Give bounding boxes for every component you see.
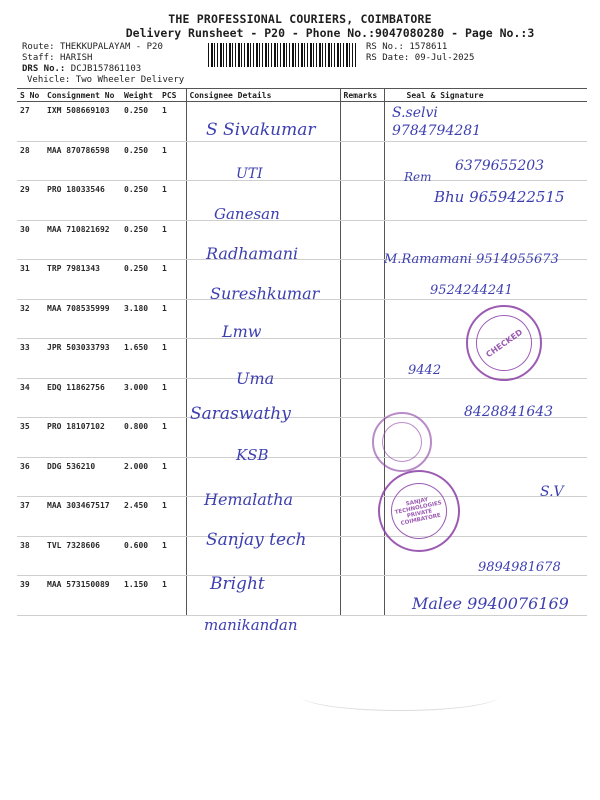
paper-fold-mark bbox=[300, 680, 500, 711]
col-weight: Weight bbox=[121, 89, 159, 102]
cell-pcs: 1 bbox=[159, 497, 186, 537]
handwritten-signature: 6379655203 bbox=[455, 158, 545, 174]
col-consignment: Consignment No bbox=[44, 89, 121, 102]
cell-remarks bbox=[340, 141, 384, 181]
drs-value: DCJB157861103 bbox=[70, 64, 142, 74]
table-row bbox=[17, 457, 587, 497]
handwritten-signature: 9442 bbox=[408, 363, 442, 378]
handwritten-consignee: Radhamani bbox=[206, 244, 299, 263]
handwritten-consignee: Ganesan bbox=[214, 205, 280, 223]
handwritten-consignee: Sanjay tech bbox=[206, 530, 307, 550]
cell-remarks bbox=[340, 576, 384, 616]
rs-date-value: 09-Jul-2025 bbox=[414, 53, 475, 63]
table-header-row bbox=[17, 89, 587, 102]
handwritten-consignee: manikandan bbox=[204, 616, 298, 634]
cell-weight: 2.450 bbox=[121, 497, 159, 537]
handwritten-signature: S.selvi 9784794281 bbox=[392, 105, 482, 139]
cell-pcs: 1 bbox=[159, 260, 186, 300]
cell-pcs: 1 bbox=[159, 102, 186, 142]
cell-consignee bbox=[186, 141, 340, 181]
cell-weight: 0.600 bbox=[121, 536, 159, 576]
cell-weight: 0.250 bbox=[121, 102, 159, 142]
col-consignee: Consignee Details bbox=[186, 89, 340, 102]
rs-no-label: RS No.: bbox=[366, 42, 404, 52]
handwritten-signature: 8428841643 bbox=[464, 404, 554, 420]
cell-sno: 28 bbox=[17, 141, 44, 181]
cell-remarks bbox=[340, 220, 384, 260]
table-row bbox=[17, 418, 587, 458]
rs-no-value: 1578611 bbox=[409, 42, 448, 52]
handwritten-consignee: S Sivakumar bbox=[206, 120, 316, 140]
vehicle-value: Two Wheeler Delivery bbox=[75, 75, 185, 85]
cell-pcs: 1 bbox=[159, 418, 186, 458]
route-value: THEKKUPALAYAM - P20 bbox=[59, 42, 163, 52]
cell-sno: 36 bbox=[17, 457, 44, 497]
cell-sno: 38 bbox=[17, 536, 44, 576]
cell-weight: 0.800 bbox=[121, 418, 159, 458]
handwritten-consignee: Saraswathy bbox=[190, 404, 291, 424]
company-title: THE PROFESSIONAL COURIERS, COIMBATORE bbox=[168, 12, 432, 26]
cell-remarks bbox=[340, 260, 384, 300]
cell-weight: 1.650 bbox=[121, 339, 159, 379]
cell-remarks bbox=[340, 378, 384, 418]
handwritten-signature: Bhu 9659422515 bbox=[434, 188, 565, 206]
cell-pcs: 1 bbox=[159, 378, 186, 418]
checked-stamp-text: CHECKED bbox=[484, 327, 524, 359]
handwritten-signature: 9894981678 bbox=[478, 560, 561, 575]
cell-sno: 37 bbox=[17, 497, 44, 537]
cell-sno: 30 bbox=[17, 220, 44, 260]
cell-consignment: MAA 303467517 bbox=[44, 497, 121, 537]
cell-remarks bbox=[340, 181, 384, 221]
cell-consignment: MAA 708535999 bbox=[44, 299, 121, 339]
handwritten-consignee: Lmw bbox=[222, 322, 262, 341]
cell-weight: 1.150 bbox=[121, 576, 159, 616]
handwritten-consignee: KSB bbox=[236, 446, 269, 464]
lmw-checked-stamp bbox=[466, 305, 542, 381]
cell-consignment: PRO 18033546 bbox=[44, 181, 121, 221]
cell-pcs: 1 bbox=[159, 141, 186, 181]
cell-sno: 32 bbox=[17, 299, 44, 339]
cell-pcs: 1 bbox=[159, 339, 186, 379]
handwritten-signature: 9524244241 bbox=[430, 283, 513, 298]
signature-scribble: Rem bbox=[404, 170, 432, 184]
cell-consignment: MAA 710821692 bbox=[44, 220, 121, 260]
cell-remarks bbox=[340, 339, 384, 379]
sanjay-stamp-text: SANJAY TECHNOLOGIES PRIVATE COIMBATORE bbox=[394, 496, 443, 527]
col-seal: Seal & Signature bbox=[384, 89, 587, 102]
route-label: Route: bbox=[22, 42, 55, 52]
rs-date-line bbox=[366, 52, 474, 64]
cell-consignment: PRO 18107102 bbox=[44, 418, 121, 458]
cell-consignment: TVL 7328606 bbox=[44, 536, 121, 576]
cell-consignment: MAA 870786598 bbox=[44, 141, 121, 181]
cell-pcs: 1 bbox=[159, 536, 186, 576]
round-seal bbox=[372, 412, 432, 472]
handwritten-consignee: UTI bbox=[236, 166, 263, 182]
handwritten-consignee: Sureshkumar bbox=[210, 284, 320, 303]
staff-label: Staff: bbox=[22, 53, 55, 63]
cell-consignee bbox=[186, 299, 340, 339]
cell-sno: 39 bbox=[17, 576, 44, 616]
cell-remarks bbox=[340, 457, 384, 497]
handwritten-consignee: Bright bbox=[210, 574, 265, 594]
handwritten-signature: S.V bbox=[540, 484, 564, 500]
cell-pcs: 1 bbox=[159, 457, 186, 497]
vehicle-line bbox=[27, 74, 184, 86]
cell-pcs: 1 bbox=[159, 576, 186, 616]
cell-sno: 27 bbox=[17, 102, 44, 142]
cell-sno: 33 bbox=[17, 339, 44, 379]
barcode bbox=[208, 43, 356, 67]
handwritten-consignee: Uma bbox=[236, 369, 275, 388]
cell-pcs: 1 bbox=[159, 220, 186, 260]
runsheet-subtitle: Delivery Runsheet - P20 - Phone No.:9047080280 - Page No.:3 bbox=[125, 26, 535, 40]
rs-date-label: RS Date: bbox=[366, 53, 410, 63]
cell-weight: 3.000 bbox=[121, 378, 159, 418]
col-pcs: PCS bbox=[159, 89, 186, 102]
cell-remarks bbox=[340, 536, 384, 576]
handwritten-consignee: Hemalatha bbox=[204, 490, 294, 509]
cell-weight: 3.180 bbox=[121, 299, 159, 339]
cell-pcs: 1 bbox=[159, 181, 186, 221]
cell-weight: 0.250 bbox=[121, 181, 159, 221]
vehicle-label: Vehicle: bbox=[27, 75, 71, 85]
cell-consignment: DDG 536210 bbox=[44, 457, 121, 497]
cell-sno: 34 bbox=[17, 378, 44, 418]
staff-value: HARISH bbox=[59, 53, 93, 63]
cell-consignment: IXM 508669103 bbox=[44, 102, 121, 142]
cell-weight: 2.000 bbox=[121, 457, 159, 497]
cell-pcs: 1 bbox=[159, 299, 186, 339]
cell-weight: 0.250 bbox=[121, 260, 159, 300]
cell-sno: 29 bbox=[17, 181, 44, 221]
cell-consignment: JPR 503033793 bbox=[44, 339, 121, 379]
handwritten-signature: M.Ramamani 9514955673 bbox=[384, 252, 559, 267]
cell-weight: 0.250 bbox=[121, 220, 159, 260]
cell-remarks bbox=[340, 102, 384, 142]
col-sno: S No bbox=[17, 89, 44, 102]
cell-sno: 31 bbox=[17, 260, 44, 300]
cell-consignment: EDQ 11862756 bbox=[44, 378, 121, 418]
cell-consignment: TRP 7981343 bbox=[44, 260, 121, 300]
drs-label: DRS No.: bbox=[22, 64, 66, 74]
cell-sno: 35 bbox=[17, 418, 44, 458]
cell-remarks bbox=[340, 299, 384, 339]
cell-weight: 0.250 bbox=[121, 141, 159, 181]
handwritten-signature: Malee 9940076169 bbox=[412, 594, 569, 613]
cell-consignment: MAA 573150089 bbox=[44, 576, 121, 616]
col-remarks: Remarks bbox=[340, 89, 384, 102]
